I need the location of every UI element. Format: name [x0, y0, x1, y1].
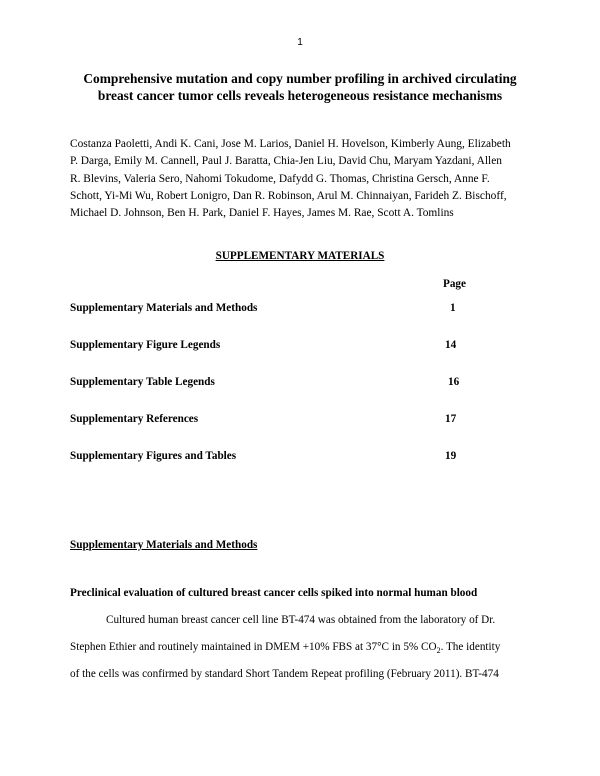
toc-entry-page: 16	[448, 376, 460, 388]
body-text-segment: Stephen Ethier and routinely maintained in DMEM +10% FBS at 37°C in 5% CO	[70, 641, 437, 653]
body-text-line: Cultured human breast cancer cell line BT-474 was obtained from the laboratory of Dr.	[106, 614, 496, 626]
subsection-heading: Preclinical evaluation of cultured breast cancer cells spiked into normal human blood	[70, 587, 478, 599]
subscript-text: 2	[436, 646, 441, 656]
page-number: 1	[297, 37, 303, 48]
author-line: P. Darga, Emily M. Cannell, Paul J. Baratta, Chia-Jen Liu, David Chu, Maryam Yazdani, Allen	[70, 155, 502, 168]
section-heading: Supplementary Materials and Methods	[70, 539, 258, 551]
toc-entry-label: Supplementary References	[70, 413, 199, 425]
toc-page-column-label: Page	[443, 278, 466, 290]
toc-entry-page: 19	[445, 450, 457, 462]
toc-entry-label: Supplementary Table Legends	[70, 376, 215, 388]
author-line: Michael D. Johnson, Ben H. Park, Daniel F. Hayes, James M. Rae, Scott A. Tomlins	[70, 207, 454, 220]
toc-entry-label: Supplementary Figure Legends	[70, 339, 221, 351]
author-list	[70, 136, 540, 222]
toc-entry-label: Supplementary Materials and Methods	[70, 302, 258, 314]
title-line: Comprehensive mutation and copy number profiling in archived circulating	[83, 71, 517, 86]
toc-entry	[70, 450, 500, 466]
toc-heading: SUPPLEMENTARY MATERIALS	[215, 250, 385, 262]
toc-entry	[70, 376, 500, 392]
author-line: Costanza Paoletti, Andi K. Cani, Jose M. Larios, Daniel H. Hovelson, Kimberly Aung, Elizabeth	[70, 138, 511, 150]
body-text-line	[70, 641, 500, 655]
author-line: Schott, Yi-Mi Wu, Robert Lonigro, Dan R. Robinson, Arul M. Chinnaiyan, Farideh Z. Bischoff,	[70, 189, 507, 202]
toc-entry	[70, 302, 500, 318]
body-text-line: of the cells was confirmed by standard Short Tandem Repeat profiling (February 2011). BT-474	[70, 668, 499, 680]
toc-entry-page: 17	[445, 413, 457, 425]
toc-entry	[70, 339, 500, 355]
title-line: breast cancer tumor cells reveals heterogeneous resistance mechanisms	[97, 88, 503, 103]
toc-entry	[70, 413, 500, 429]
paper-title	[60, 70, 540, 104]
toc-entry-page: 14	[445, 339, 457, 351]
toc-entry-label: Supplementary Figures and Tables	[70, 450, 237, 462]
author-line: R. Blevins, Valeria Sero, Nahomi Tokudome, Dafydd G. Thomas, Christina Gersch, Anne F.	[70, 172, 490, 185]
toc-entry-page: 1	[450, 302, 456, 314]
body-text-segment: . The identity	[440, 641, 501, 653]
